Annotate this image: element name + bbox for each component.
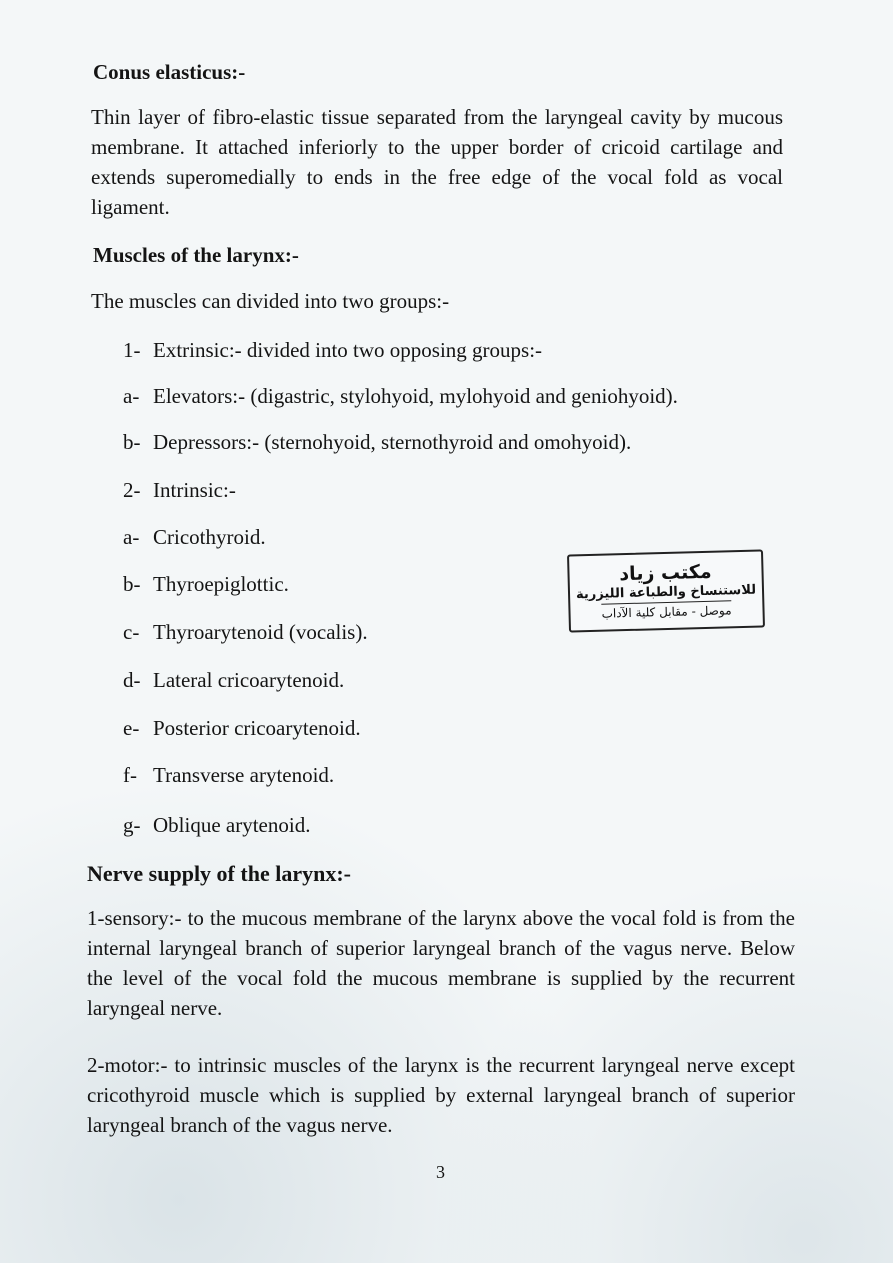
- list-item-depressors: [123, 430, 631, 455]
- heading-conus-elasticus: Conus elasticus:-: [93, 60, 246, 84]
- list-item-intrinsic: [123, 478, 236, 503]
- list-marker: a-: [123, 384, 140, 408]
- list-marker: 2-: [123, 478, 141, 502]
- list-text: Intrinsic:-: [153, 478, 236, 502]
- list-marker: c-: [123, 620, 140, 644]
- page-number: 3: [436, 1162, 445, 1182]
- list-marker: b-: [123, 430, 141, 454]
- stamp-line-3: موصل - مقابل كلية الآداب: [601, 600, 731, 621]
- paragraph-motor: 2-motor:- to intrinsic muscles of the larynx is the recurrent laryngeal nerve except cricothyroid muscle which is supplied by external laryngeal branch of superior laryngeal branch of the vagus nerve.: [87, 1053, 795, 1137]
- list-marker: d-: [123, 668, 141, 692]
- stamp-line-2: للاستنساخ والطباعة الليزرية: [575, 582, 757, 603]
- list-item-oblique-arytenoid: [123, 813, 310, 838]
- list-marker: g-: [123, 813, 141, 837]
- list-text: Oblique arytenoid.: [153, 813, 311, 837]
- list-item-elevators: [123, 384, 678, 409]
- list-item-lateral-cricoarytenoid: [123, 668, 344, 693]
- list-marker: b-: [123, 572, 141, 596]
- list-text: Cricothyroid.: [153, 525, 266, 549]
- list-item-extrinsic: [123, 338, 542, 363]
- list-item-thyroarytenoid: [123, 620, 368, 645]
- list-text: Thyroepiglottic.: [153, 572, 289, 596]
- list-item-thyroepiglottic: [123, 572, 289, 597]
- list-text: Extrinsic:- divided into two opposing groups:-: [153, 338, 543, 362]
- list-text: Depressors:- (sternohyoid, sternothyroid and omohyoid).: [153, 430, 632, 454]
- list-marker: 1-: [123, 338, 141, 362]
- list-text: Lateral cricoarytenoid.: [153, 668, 345, 692]
- list-marker: f-: [123, 763, 137, 787]
- list-text: Transverse arytenoid.: [153, 763, 335, 787]
- list-text: Elevators:- (digastric, stylohyoid, mylohyoid and geniohyoid).: [153, 384, 678, 408]
- paragraph-sensory: 1-sensory:- to the mucous membrane of the larynx above the vocal fold is from the internal laryngeal branch of superior laryngeal branch of the vagus nerve. Below the level of the vocal fold the mucous membrane is supplied by the recurrent laryngeal nerve.: [87, 906, 795, 1020]
- paragraph-conus-elasticus: Thin layer of fibro-elastic tissue separated from the laryngeal cavity by mucous membrane. It attached inferiorly to the upper border of cricoid cartilage and extends superomedially to ends in the free edge of the vocal fold as vocal ligament.: [91, 105, 783, 219]
- list-item-cricothyroid: [123, 525, 266, 550]
- list-text: Thyroarytenoid (vocalis).: [153, 620, 368, 644]
- library-stamp: [567, 549, 765, 632]
- list-item-posterior-cricoarytenoid: [123, 716, 361, 741]
- list-text: Posterior cricoarytenoid.: [153, 716, 361, 740]
- list-marker: e-: [123, 716, 140, 740]
- stamp-line-1: مكتب زياد: [619, 560, 712, 586]
- list-item-transverse-arytenoid: [123, 763, 334, 788]
- list-marker: a-: [123, 525, 140, 549]
- muscles-intro: The muscles can divided into two groups:-: [91, 289, 450, 313]
- heading-muscles: Muscles of the larynx:-: [93, 243, 299, 267]
- heading-nerve-supply: Nerve supply of the larynx:-: [87, 861, 351, 886]
